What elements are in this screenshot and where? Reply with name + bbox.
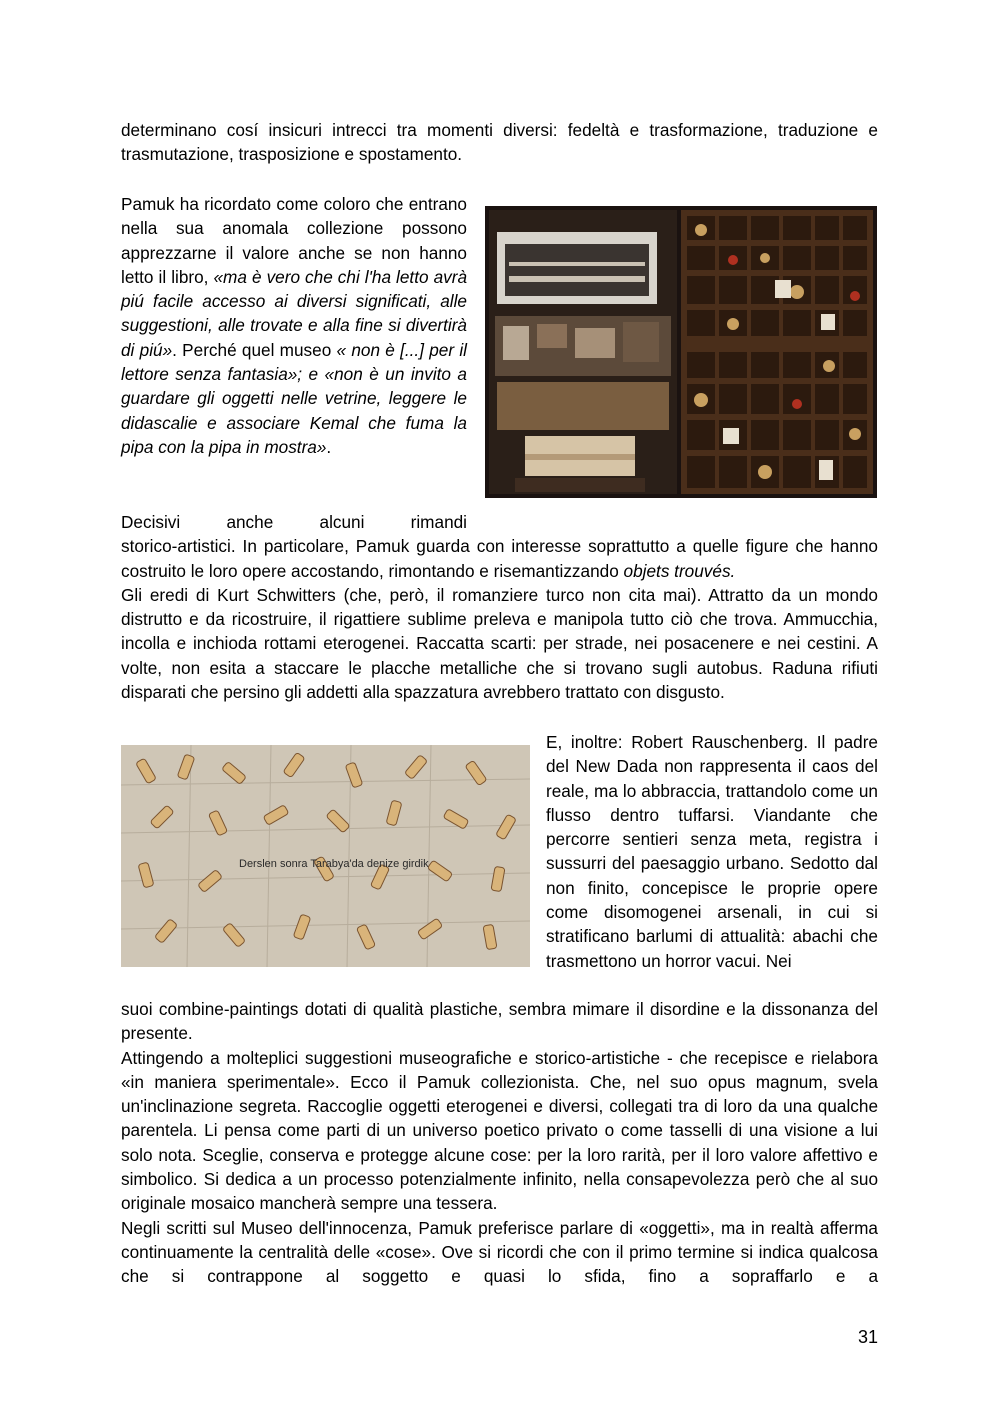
left-column-text (121, 192, 467, 459)
sec2-first-line (121, 510, 467, 534)
text-run: Decisivi anche alcuni rimandi (121, 512, 467, 532)
sec3-paragraph-3: Negli scritti sul Museo dell'innocenza, Pamuk preferisce parlare di «oggetti», ma in realtà afferma continuamente la centralità delle «cose». Ove si ricordi che con il primo termine si indica qualcosa che si contrappone al soggetto e quasi lo sfida, fino a sopraffarlo e a (121, 1217, 878, 1287)
page-number: 31 (857, 1327, 878, 1347)
photo-label: Derslen sonra Tarabya'da denize girdik (239, 858, 429, 870)
sec2-paragraph-1 (121, 534, 878, 583)
intro-paragraph (121, 118, 878, 167)
text-run: . Perché quel museo (172, 339, 337, 360)
text-run: . (326, 436, 332, 457)
section-2 (121, 510, 878, 704)
intro-text: determinano cosí insicuri intrecci tra momenti diversi: fedeltà e trasformazione, traduzione e trasmutazione, trasposizione e spostamento. (121, 120, 878, 165)
sec2-paragraph-2: Gli eredi di Kurt Schwitters (che, però, il romanziere turco non cita mai). Attratto da un mondo distrutto e da ricostruire, il rigattiere sublime preleva e manipola tutto ciò che trova. Ammucchia, incolla e inchioda rottami eterogenei. Raccatta scarti: per strade, nei posacenere e nei cestini. A volte, non esita a staccare le placche metalliche che si trovano sugli autobus. Raduna rifiuti disparati che persino gli addetti alla spazzatura avrebbero trattato con disgusto. (121, 584, 878, 703)
right-column-text: E, inoltre: Robert Rauschenberg. Il padre del New Dada non rappresenta il caos del reale, ma lo abbraccia, trattandolo come un flusso dentro tuffarsi. Viandante che percorre sentieri senza meta, registra i sussurri del paesaggio urbano. Sedotto dal non finito, concepisce le proprie opere come disomogenei arsenali, in cui si stratificano barlumi di attualità: abachi che trasmettono un horror vacui. Nei (546, 732, 878, 971)
sec3-paragraph-2: Attingendo a molteplici suggestioni museografiche e storico-artistiche - che recepisce e rielabora «in maniera sperimentale». Ecco il Pamuk collezionista. Che, nel suo opus magnum, svela un'inclinazione segreta. Raccoglie oggetti eterogenei e diversi, collegati tra di loro da una qualche parentela. Li pensa come parti di un universo poetico privato o come tasselli di una visione a lui solo nota. Sceglie, conserva e protegge alcune cose: per la loro rarità, per il loro valore affettivo e simbolico. Si dedica a un processo potenzialmente infinito, nella consapevolezza però che al suo originale mosaico mancherà sempre una tessera. (121, 1047, 878, 1214)
sec3-paragraph-1: suoi combine-paintings dotati di qualità plastiche, sembra mimare il disordine e la dissonanza del presente. (121, 999, 878, 1044)
quote-run: «ma è vero che chi l'ha letto avrà piú facile accesso ai diversi significati, alle suggestioni, alle trovate e alla fine si divertirà di piú» (121, 266, 468, 360)
museum-vitrine-photo (485, 206, 877, 498)
cigarette-butts-photo (121, 745, 530, 967)
section-3 (121, 997, 878, 1289)
quote-run: « non è [...] per il lettore senza fantasia»; e «non è un invito a guardare gli oggetti nelle vetrine, leggere le didascalie e associare Kemal che fuma la pipa con la pipa in mostra» (121, 339, 467, 457)
italic-run: objets trouvés. (623, 560, 736, 581)
text-run: Pamuk ha ricordato come coloro che entrano nella sua anomala collezione possono apprezzarne il valore anche se non hanno letto il libro, (121, 194, 467, 287)
text-run: storico-artistici. In particolare, Pamuk guarda con interesse soprattutto a quelle figure che hanno costruito le loro opere accostando, rimontando e risemantizzando (121, 536, 878, 581)
